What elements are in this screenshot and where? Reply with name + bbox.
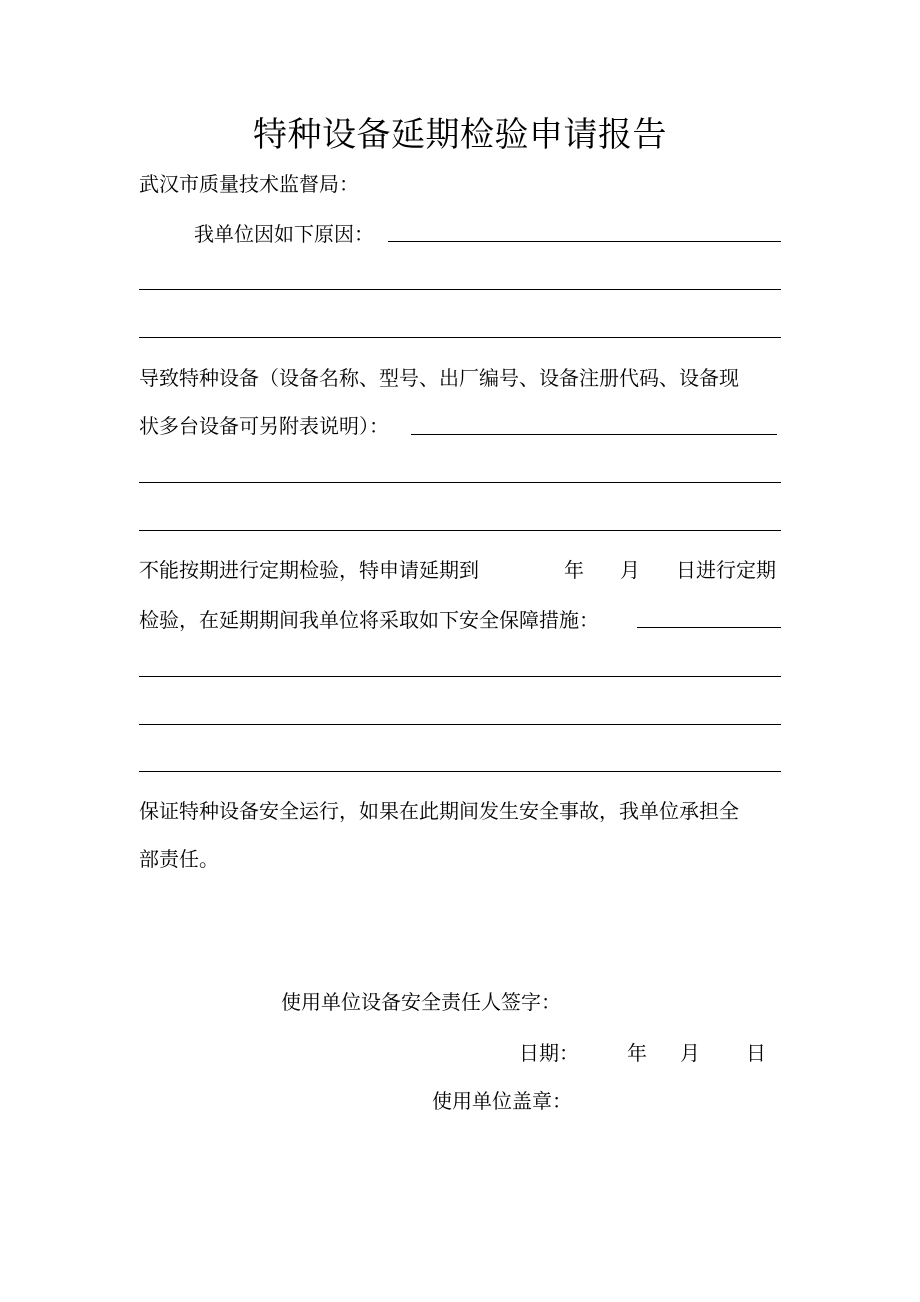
guarantee-statement-line1: 保证特种设备安全运行，如果在此期间发生安全事故，我单位承担全	[139, 799, 739, 823]
signature-label: 使用单位设备安全责任人签字：	[281, 990, 561, 1014]
reason-label: 我单位因如下原因：	[194, 222, 374, 246]
addressee: 武汉市质量技术监督局：	[139, 172, 359, 196]
extension-request-text: 不能按期进行定期检验，特申请延期到	[139, 558, 479, 582]
measures-label: 检验，在延期期间我单位将采取如下安全保障措施：	[139, 608, 599, 632]
equipment-blank-line[interactable]	[139, 530, 781, 531]
document-title: 特种设备延期检验申请报告	[253, 115, 667, 155]
equipment-blank-line[interactable]	[411, 434, 777, 435]
reason-blank-line[interactable]	[139, 337, 781, 338]
reason-blank-line[interactable]	[388, 241, 781, 242]
date-month-label: 月	[680, 1041, 700, 1065]
reason-blank-line[interactable]	[139, 289, 781, 290]
equipment-blank-line[interactable]	[139, 482, 781, 483]
equipment-description-line1: 导致特种设备（设备名称、型号、出厂编号、设备注册代码、设备现	[139, 366, 739, 390]
extension-day-label: 日进行定期	[676, 558, 776, 582]
measures-blank-line[interactable]	[637, 627, 781, 628]
extension-year-label: 年	[564, 558, 584, 582]
measures-blank-line[interactable]	[139, 771, 781, 772]
measures-blank-line[interactable]	[139, 724, 781, 725]
date-year-label: 年	[627, 1041, 647, 1065]
equipment-description-line2: 状多台设备可另附表说明）：	[139, 414, 389, 438]
extension-month-label: 月	[620, 558, 640, 582]
measures-blank-line[interactable]	[139, 676, 781, 677]
guarantee-statement-line2: 部责任。	[139, 847, 219, 871]
date-label: 日期：	[519, 1041, 579, 1065]
seal-label: 使用单位盖章：	[432, 1089, 572, 1113]
date-day-label: 日	[746, 1041, 766, 1065]
